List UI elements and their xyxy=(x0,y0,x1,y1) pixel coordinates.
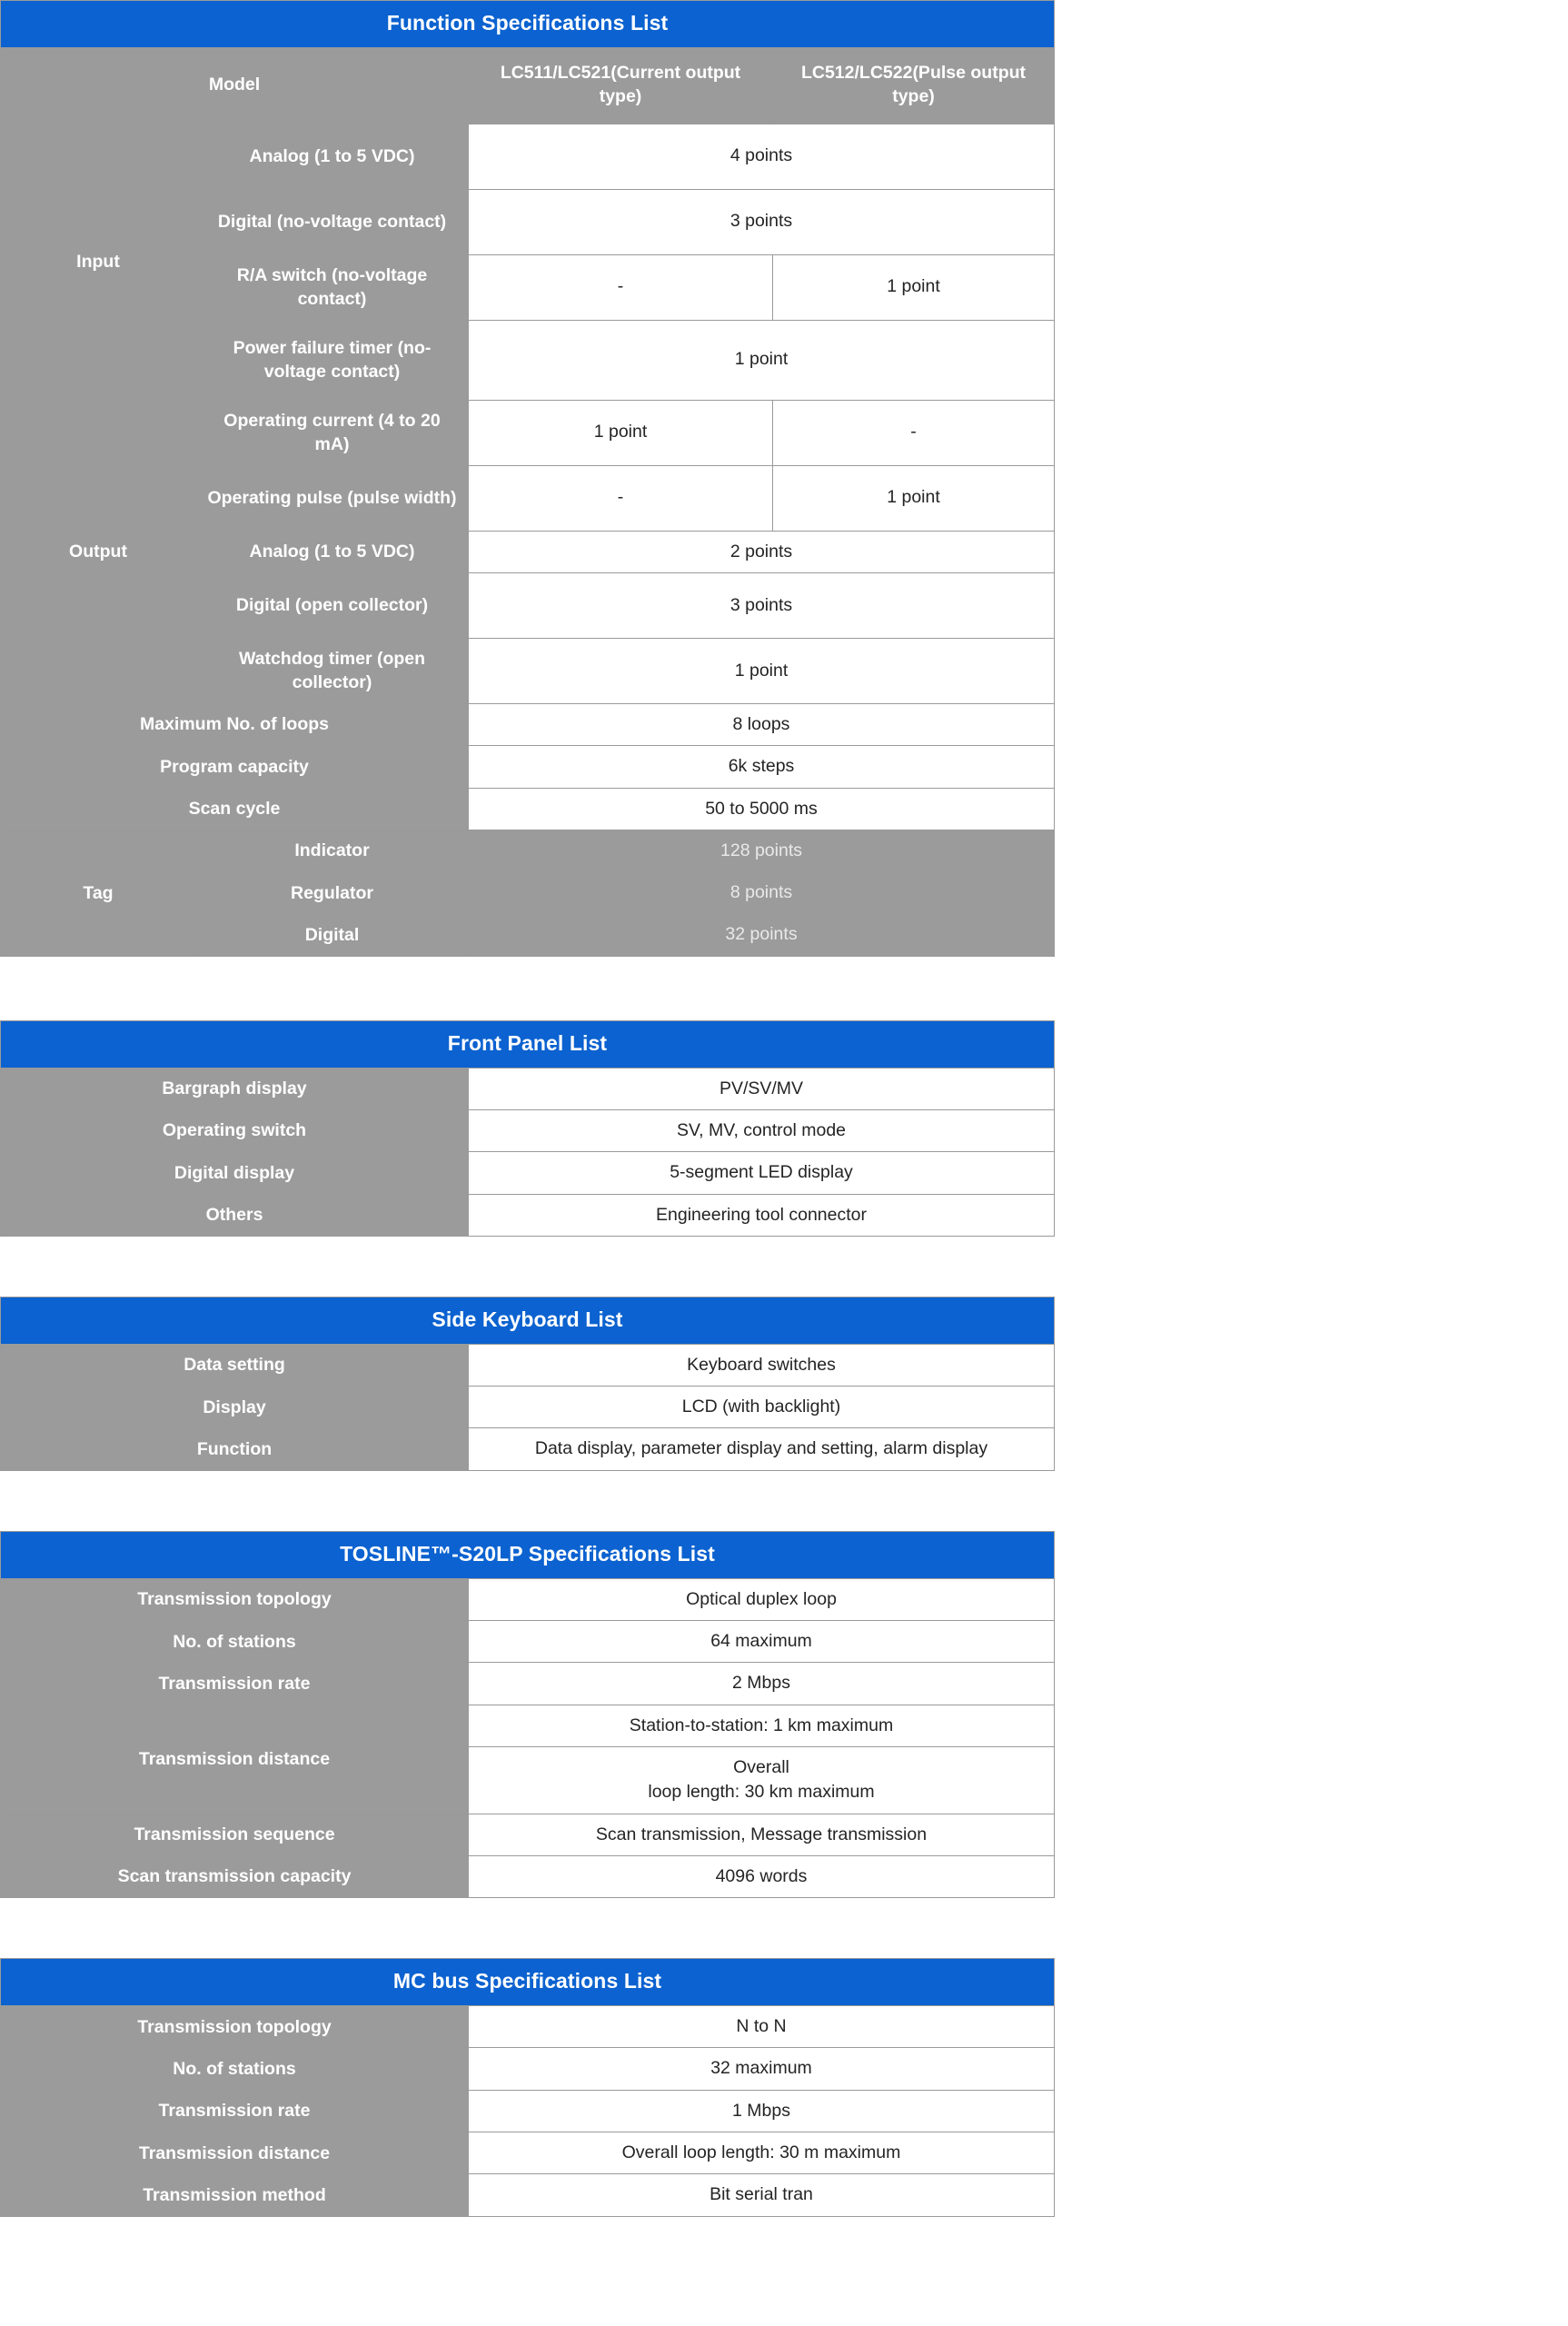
row-label-tag-indicator: Indicator xyxy=(196,830,469,871)
row-value-transmission-rate: 2 Mbps xyxy=(469,1663,1055,1705)
row-label-mc-no-of-stations: No. of stations xyxy=(1,2048,469,2090)
row-value-mc-transmission-method: Bit serial tran xyxy=(469,2174,1055,2216)
row-value-output-operating-pulse-col2: 1 point xyxy=(773,465,1055,531)
row-value-mc-no-of-stations: 32 maximum xyxy=(469,2048,1055,2090)
row-label-input-ra-switch: R/A switch (no-voltage contact) xyxy=(196,254,469,320)
side-keyboard-table-wrapper xyxy=(0,1297,1054,1471)
table-row xyxy=(1,1110,1055,1152)
row-value-input-ra-switch-col1: - xyxy=(469,254,773,320)
row-value-scan-transmission-capacity: 4096 words xyxy=(469,1855,1055,1897)
row-value-others: Engineering tool connector xyxy=(469,1194,1055,1236)
row-label-others: Others xyxy=(1,1194,469,1236)
table-row xyxy=(1,830,1055,871)
row-value-digital-display: 5-segment LED display xyxy=(469,1152,1055,1194)
front-panel-table xyxy=(0,1020,1055,1237)
mc-bus-table-wrapper xyxy=(0,1958,1054,2216)
row-value-tag-indicator: 128 points xyxy=(469,830,1055,871)
function-specifications-table xyxy=(0,0,1055,957)
row-label-no-of-stations: No. of stations xyxy=(1,1621,469,1663)
row-value-output-operating-current-col1: 1 point xyxy=(469,400,773,465)
row-label-mc-transmission-rate: Transmission rate xyxy=(1,2090,469,2132)
table-row xyxy=(1,1194,1055,1236)
group-output: Output xyxy=(1,400,196,703)
table-row xyxy=(1,1578,1055,1620)
side-keyboard-table xyxy=(0,1297,1055,1471)
row-value-output-operating-pulse-col1: - xyxy=(469,465,773,531)
row-label-tag-regulator: Regulator xyxy=(196,872,469,914)
tosline-s20lp-table xyxy=(0,1531,1055,1898)
table-row xyxy=(1,2048,1055,2090)
row-label-mc-transmission-distance: Transmission distance xyxy=(1,2132,469,2174)
row-label-transmission-distance: Transmission distance xyxy=(1,1705,469,1814)
section-spacer xyxy=(0,1898,1568,1958)
row-label-scan-transmission-capacity: Scan transmission capacity xyxy=(1,1855,469,1897)
row-value-tag-regulator: 8 points xyxy=(469,872,1055,914)
row-value-mc-transmission-distance: Overall loop length: 30 m maximum xyxy=(469,2132,1055,2174)
row-label-output-operating-current: Operating current (4 to 20 mA) xyxy=(196,400,469,465)
row-value-output-digital: 3 points xyxy=(469,572,1055,638)
row-label-output-analog: Analog (1 to 5 VDC) xyxy=(196,531,469,572)
table-row xyxy=(1,1814,1055,1855)
row-value-output-analog: 2 points xyxy=(469,531,1055,572)
overall-loop-length: loop length: 30 km maximum xyxy=(648,1782,875,1803)
model-header-col1: LC511/LC521(Current output type) xyxy=(469,48,773,124)
group-input: Input xyxy=(1,124,196,400)
function-specifications-title: Function Specifications List xyxy=(0,0,1055,47)
table-row xyxy=(1,1428,1055,1470)
row-value-maximum-loops: 8 loops xyxy=(469,703,1055,745)
front-panel-table-wrapper xyxy=(0,1020,1054,1237)
row-value-tag-digital: 32 points xyxy=(469,914,1055,956)
table-row xyxy=(1,2090,1055,2132)
table-row xyxy=(1,788,1055,830)
row-label-bargraph-display: Bargraph display xyxy=(1,1068,469,1109)
row-label-display: Display xyxy=(1,1387,469,1428)
mc-bus-table xyxy=(0,1958,1055,2216)
table-row xyxy=(1,1152,1055,1194)
table-row xyxy=(1,400,1055,465)
table-row xyxy=(1,1387,1055,1428)
row-label-program-capacity: Program capacity xyxy=(1,746,469,788)
row-label-input-analog: Analog (1 to 5 VDC) xyxy=(196,124,469,189)
row-label-digital-display: Digital display xyxy=(1,1152,469,1194)
model-header-label: Model xyxy=(1,48,469,124)
row-value-mc-transmission-rate: 1 Mbps xyxy=(469,2090,1055,2132)
table-row xyxy=(1,1068,1055,1109)
row-value-output-watchdog-timer: 1 point xyxy=(469,638,1055,703)
table-row xyxy=(1,1855,1055,1897)
row-label-output-operating-pulse: Operating pulse (pulse width) xyxy=(196,465,469,531)
group-tag: Tag xyxy=(1,830,196,956)
row-value-function: Data display, parameter display and setting, alarm display xyxy=(469,1428,1055,1470)
table-row xyxy=(1,1344,1055,1386)
table-row xyxy=(1,1705,1055,1746)
row-value-transmission-distance-overall xyxy=(469,1746,1055,1814)
row-value-transmission-distance-station: Station-to-station: 1 km maximum xyxy=(469,1705,1055,1746)
row-label-mc-transmission-method: Transmission method xyxy=(1,2174,469,2216)
row-label-output-watchdog-timer: Watchdog timer (open collector) xyxy=(196,638,469,703)
tosline-s20lp-table-wrapper xyxy=(0,1531,1054,1898)
row-label-maximum-loops: Maximum No. of loops xyxy=(1,703,469,745)
table-row xyxy=(1,746,1055,788)
row-label-input-power-failure-timer: Power failure timer (no-voltage contact) xyxy=(196,320,469,400)
row-value-mc-transmission-topology: N to N xyxy=(469,2006,1055,2048)
section-spacer xyxy=(0,957,1568,1020)
tosline-s20lp-title: TOSLINE™-S20LP Specifications List xyxy=(0,1531,1055,1578)
table-row xyxy=(1,1621,1055,1663)
table-row xyxy=(1,2132,1055,2174)
row-label-function: Function xyxy=(1,1428,469,1470)
row-label-mc-transmission-topology: Transmission topology xyxy=(1,2006,469,2048)
section-spacer xyxy=(0,1237,1568,1297)
row-value-transmission-topology: Optical duplex loop xyxy=(469,1578,1055,1620)
row-value-scan-cycle: 50 to 5000 ms xyxy=(469,788,1055,830)
row-value-input-power-failure-timer: 1 point xyxy=(469,320,1055,400)
overall-label: Overall xyxy=(733,1756,789,1777)
row-value-input-digital: 3 points xyxy=(469,189,1055,254)
side-keyboard-title: Side Keyboard List xyxy=(0,1297,1055,1344)
front-panel-title: Front Panel List xyxy=(0,1020,1055,1068)
row-label-input-digital: Digital (no-voltage contact) xyxy=(196,189,469,254)
mc-bus-title: MC bus Specifications List xyxy=(0,1958,1055,2005)
table-row xyxy=(1,2174,1055,2216)
row-value-no-of-stations: 64 maximum xyxy=(469,1621,1055,1663)
row-value-data-setting: Keyboard switches xyxy=(469,1344,1055,1386)
table-row xyxy=(1,124,1055,189)
row-label-transmission-rate: Transmission rate xyxy=(1,1663,469,1705)
row-value-bargraph-display: PV/SV/MV xyxy=(469,1068,1055,1109)
table-row xyxy=(1,48,1055,124)
row-value-transmission-sequence: Scan transmission, Message transmission xyxy=(469,1814,1055,1855)
row-value-display: LCD (with backlight) xyxy=(469,1387,1055,1428)
row-value-output-operating-current-col2: - xyxy=(773,400,1055,465)
row-value-operating-switch: SV, MV, control mode xyxy=(469,1110,1055,1152)
table-row xyxy=(1,2006,1055,2048)
row-label-tag-digital: Digital xyxy=(196,914,469,956)
row-value-input-ra-switch-col2: 1 point xyxy=(773,254,1055,320)
model-header-col2: LC512/LC522(Pulse output type) xyxy=(773,48,1055,124)
function-specifications-table-wrapper xyxy=(0,0,1054,957)
table-row xyxy=(1,703,1055,745)
row-label-transmission-topology: Transmission topology xyxy=(1,1578,469,1620)
row-label-operating-switch: Operating switch xyxy=(1,1110,469,1152)
row-label-data-setting: Data setting xyxy=(1,1344,469,1386)
row-value-program-capacity: 6k steps xyxy=(469,746,1055,788)
row-label-transmission-sequence: Transmission sequence xyxy=(1,1814,469,1855)
row-value-input-analog: 4 points xyxy=(469,124,1055,189)
row-label-output-digital: Digital (open collector) xyxy=(196,572,469,638)
row-label-scan-cycle: Scan cycle xyxy=(1,788,469,830)
section-spacer xyxy=(0,1471,1568,1531)
table-row xyxy=(1,1663,1055,1705)
